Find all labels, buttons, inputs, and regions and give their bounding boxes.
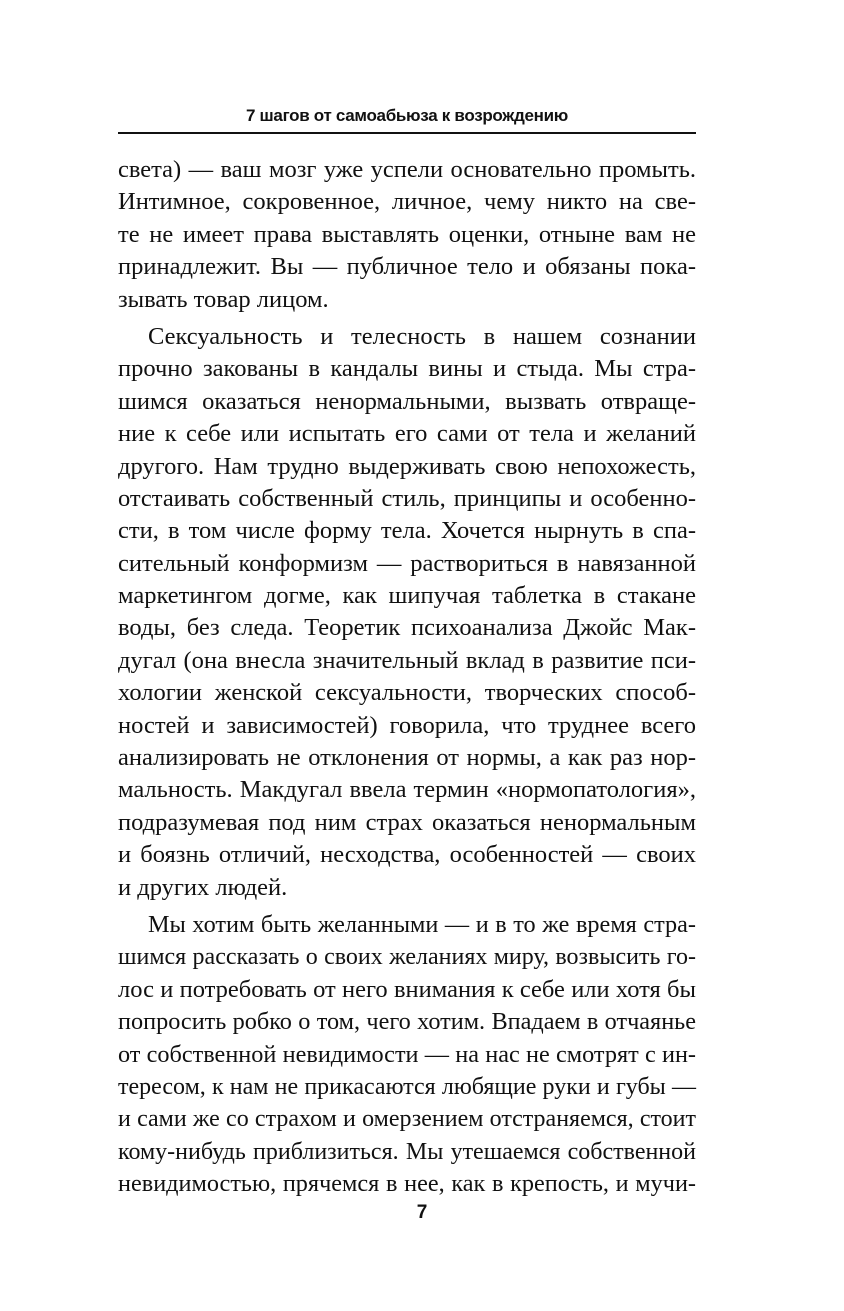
text-line: ние к себе или испытать его сами от тела и желаний — [118, 420, 696, 448]
text-line: и сами же со страхом и омерзением отстраняемся, стоит — [118, 1106, 696, 1133]
text-line: Интимное, сокровенное, личное, чему никто на све- — [118, 188, 696, 216]
paragraph-3 — [118, 909, 696, 1201]
text-line: кому-нибудь приблизиться. Мы утешаемся собственной — [118, 1138, 696, 1165]
text-line: тересом, к нам не прикасаются любящие руки и губы — — [118, 1073, 696, 1100]
paragraph-1 — [118, 154, 696, 316]
text-line: попросить робко о том, чего хотим. Впадаем в отчаянье — [118, 1008, 696, 1036]
text-line: сти, в том числе форму тела. Хочется нырнуть в спа- — [118, 517, 696, 545]
text-line: от собственной невидимости — на нас не смотрят с ин- — [118, 1040, 696, 1068]
text-line: хологии женской сексуальности, творческих способ- — [118, 679, 696, 707]
text-line: Мы хотим быть желанными — и в то же время стра- — [148, 910, 696, 938]
text-line: те не имеет права выставлять оценки, отныне вам не — [118, 220, 696, 248]
text-line: шимся рассказать о своих желаниях миру, возвысить го- — [118, 944, 696, 971]
text-line: шимся оказаться ненормальными, вызвать отвраще- — [118, 387, 696, 415]
text-line: сительный конформизм — раствориться в навязанной — [118, 549, 696, 577]
paragraph-2 — [118, 321, 696, 904]
text-line: анализировать не отклонения от нормы, а как раз нор- — [118, 744, 696, 772]
text-line: дугал (она внесла значительный вклад в развитие пси- — [118, 646, 696, 674]
text-line: ностей и зависимостей) говорила, что труднее всего — [118, 711, 696, 739]
text-line: и боязнь отличий, несходства, особенностей — своих — [118, 841, 696, 869]
text-line: и других людей. — [118, 873, 288, 901]
running-header: 7 шагов от самоабьюза к возрождению — [118, 104, 696, 134]
page-number: 7 — [416, 1202, 428, 1223]
text-line: прочно закованы в кандалы вины и стыда. Мы стра- — [118, 355, 696, 383]
body-text — [118, 154, 696, 1201]
text-line: невидимостью, прячемся в нее, как в крепость, и мучи- — [118, 1170, 696, 1198]
text-line: мальность. Макдугал ввела термин «нормопатология», — [118, 776, 696, 804]
text-line: света) — ваш мозг уже успели основательно промыть. — [118, 156, 696, 183]
text-line: Сексуальность и телесность в нашем сознании — [148, 322, 696, 350]
text-line: отстаивать собственный стиль, принципы и особенно- — [118, 484, 696, 512]
text-line: принадлежит. Вы — публичное тело и обязаны пока- — [118, 253, 696, 281]
text-line: подразумевая под ним страх оказаться ненормальным — [118, 808, 696, 836]
text-line: зывать товар лицом. — [118, 285, 329, 313]
text-line: лос и потребовать от него внимания к себе или хотя бы — [118, 975, 696, 1003]
text-line: маркетингом догме, как шипучая таблетка в стакане — [118, 582, 696, 610]
text-line: воды, без следа. Теоретик психоанализа Джойс Мак- — [118, 614, 696, 642]
text-line: другого. Нам трудно выдерживать свою непохожесть, — [118, 452, 696, 480]
